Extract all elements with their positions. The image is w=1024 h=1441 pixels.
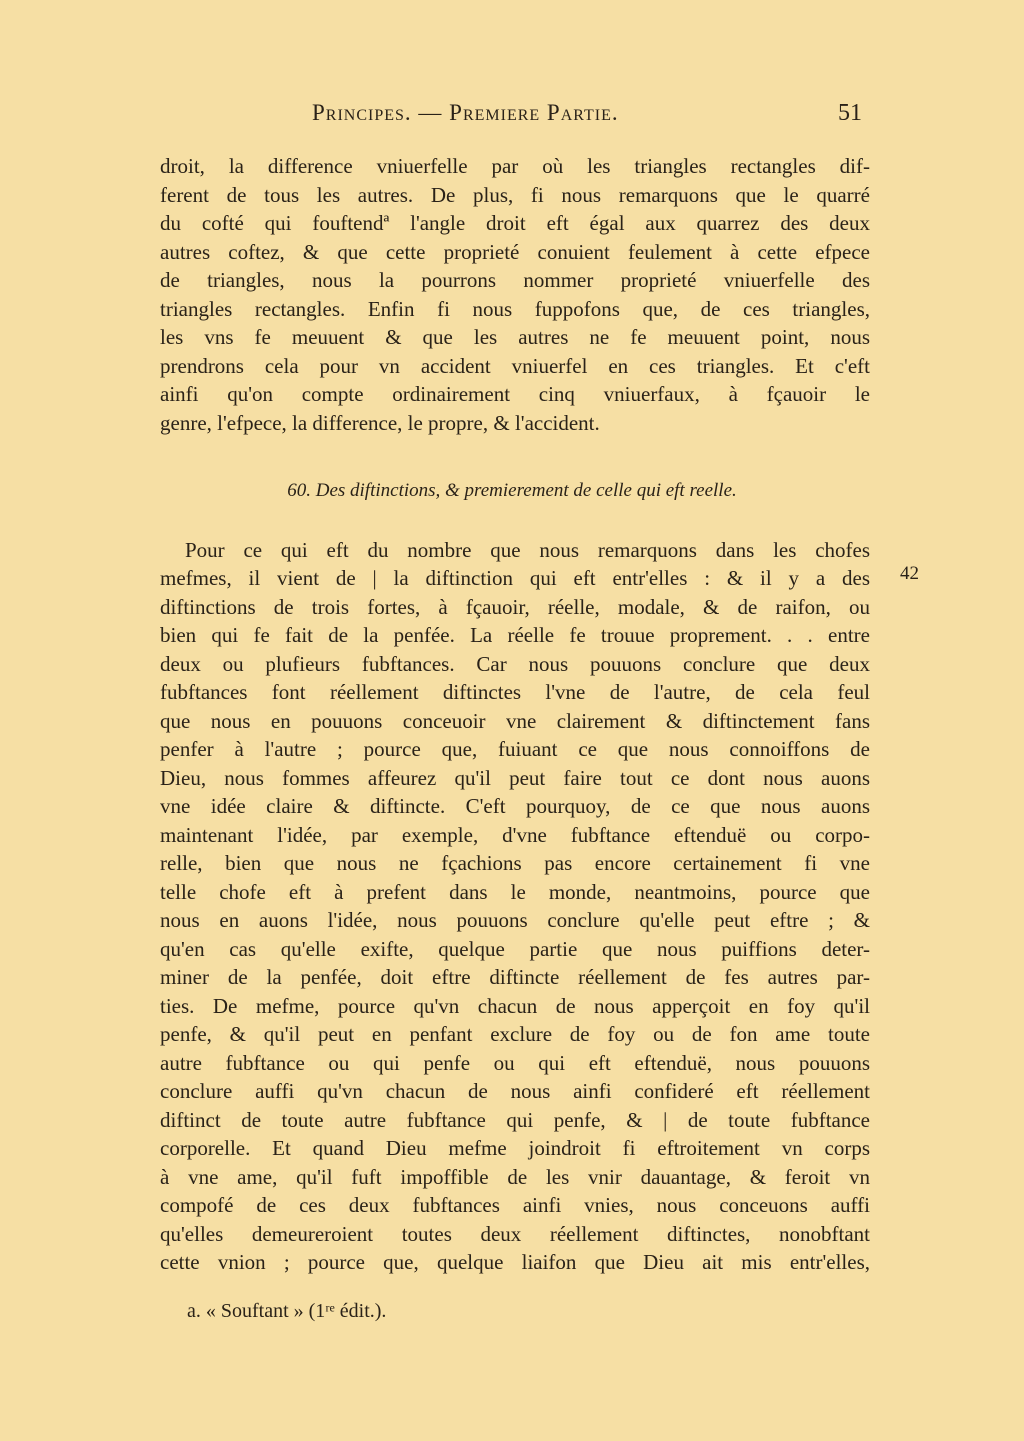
text-line: autre fubftance ou qui penfe ou qui eft eftenduë, nous pouuons xyxy=(160,1051,870,1075)
text-line: penfer à l'autre ; pource que, fuiuant ce que nous connoiffons de xyxy=(160,737,870,761)
section-heading: 60. Des diftinctions, & premierement de celle qui eft reelle. xyxy=(287,480,737,501)
running-head: Principes. — Premiere Partie. xyxy=(312,100,619,125)
text-line: diftinctions de trois fortes, à fçauoir, réelle, modale, & de raifon, ou xyxy=(160,595,870,619)
text-line: Dieu, nous fommes affeurez qu'il peut faire tout ce dont nous auons xyxy=(160,766,870,790)
text-line: corporelle. Et quand Dieu mefme joindroit fi eftroitement vn corps xyxy=(160,1136,870,1160)
text-line: relle, bien que nous ne fçachions pas encore certainement fi vne xyxy=(160,851,870,875)
page-number: 51 xyxy=(838,100,862,126)
text-line: nous en auons l'idée, nous pouuons conclure qu'elle peut eftre ; & xyxy=(160,908,870,932)
text-line: mefmes, il vient de | la diftinction qui eft entr'elles : & il y a des xyxy=(160,566,870,590)
text-line: fubftances font réellement diftinctes l'vne de l'autre, de cela feul xyxy=(160,680,870,704)
text-line: prendrons cela pour vn accident vniuerfel en ces triangles. Et c'eft xyxy=(160,354,870,378)
text-line: genre, l'efpece, la difference, le propre, & l'accident. xyxy=(160,411,600,435)
text-line: que nous en pouuons conceuoir vne clairement & diftinctement fans xyxy=(160,709,870,733)
text-line: qu'en cas qu'elle exifte, quelque partie que nous puiffions deter- xyxy=(160,937,870,961)
footnote: a. « Souftant » (1ʳᵉ édit.). xyxy=(187,1300,387,1322)
text-line: autres coftez, & que cette proprieté conuient feulement à cette efpece xyxy=(160,240,870,264)
text-line: vne idée claire & diftincte. C'eft pourquoy, de ce que nous auons xyxy=(160,794,870,818)
text-line: du cofté qui fouftendª l'angle droit eft égal aux quarrez des deux xyxy=(160,211,870,235)
text-line: compofé de ces deux fubftances ainfi vnies, nous conceuons auffi xyxy=(160,1193,870,1217)
text-line: ferent de tous les autres. De plus, fi nous remarquons que le quarré xyxy=(160,183,870,207)
text-line: Pour ce qui eft du nombre que nous remarquons dans les chofes xyxy=(185,538,870,562)
text-line: maintenant l'idée, par exemple, d'vne fubftance eftenduë ou corpo- xyxy=(160,823,870,847)
text-line: triangles rectangles. Enfin fi nous fuppofons que, de ces triangles, xyxy=(160,297,870,321)
text-line: à vne ame, qu'il fuft impoffible de les vnir dauantage, & feroit vn xyxy=(160,1165,870,1189)
text-line: cette vnion ; pource que, quelque liaifon que Dieu ait mis entr'elles, xyxy=(160,1250,870,1274)
text-line: conclure auffi qu'vn chacun de nous ainfi confideré eft réellement xyxy=(160,1079,870,1103)
text-line: ties. De mefme, pource qu'vn chacun de nous apperçoit en foy qu'il xyxy=(160,994,870,1018)
text-line: bien qui fe fait de la penfée. La réelle fe trouue proprement. . . entre xyxy=(160,623,870,647)
text-line: deux ou plufieurs fubftances. Car nous pouuons conclure que deux xyxy=(160,652,870,676)
text-line: de triangles, nous la pourrons nommer proprieté vniuerfelle des xyxy=(160,268,870,292)
text-line: diftinct de toute autre fubftance qui penfe, & | de toute fubftance xyxy=(160,1108,870,1132)
text-line: ainfi qu'on compte ordinairement cinq vniuerfaux, à fçauoir le xyxy=(160,382,870,406)
margin-reference-number: 42 xyxy=(900,563,919,584)
text-line: les vns fe meuuent & que les autres ne fe meuuent point, nous xyxy=(160,325,870,349)
text-line: droit, la difference vniuerfelle par où les triangles rectangles dif- xyxy=(160,154,870,178)
text-line: miner de la penfée, doit eftre diftincte réellement de fes autres par- xyxy=(160,965,870,989)
text-line: telle chofe eft à prefent dans le monde, neantmoins, pource que xyxy=(160,880,870,904)
text-line: qu'elles demeureroient toutes deux réellement diftinctes, nonobftant xyxy=(160,1222,870,1246)
text-line: penfe, & qu'il peut en penfant exclure de foy ou de fon ame toute xyxy=(160,1022,870,1046)
